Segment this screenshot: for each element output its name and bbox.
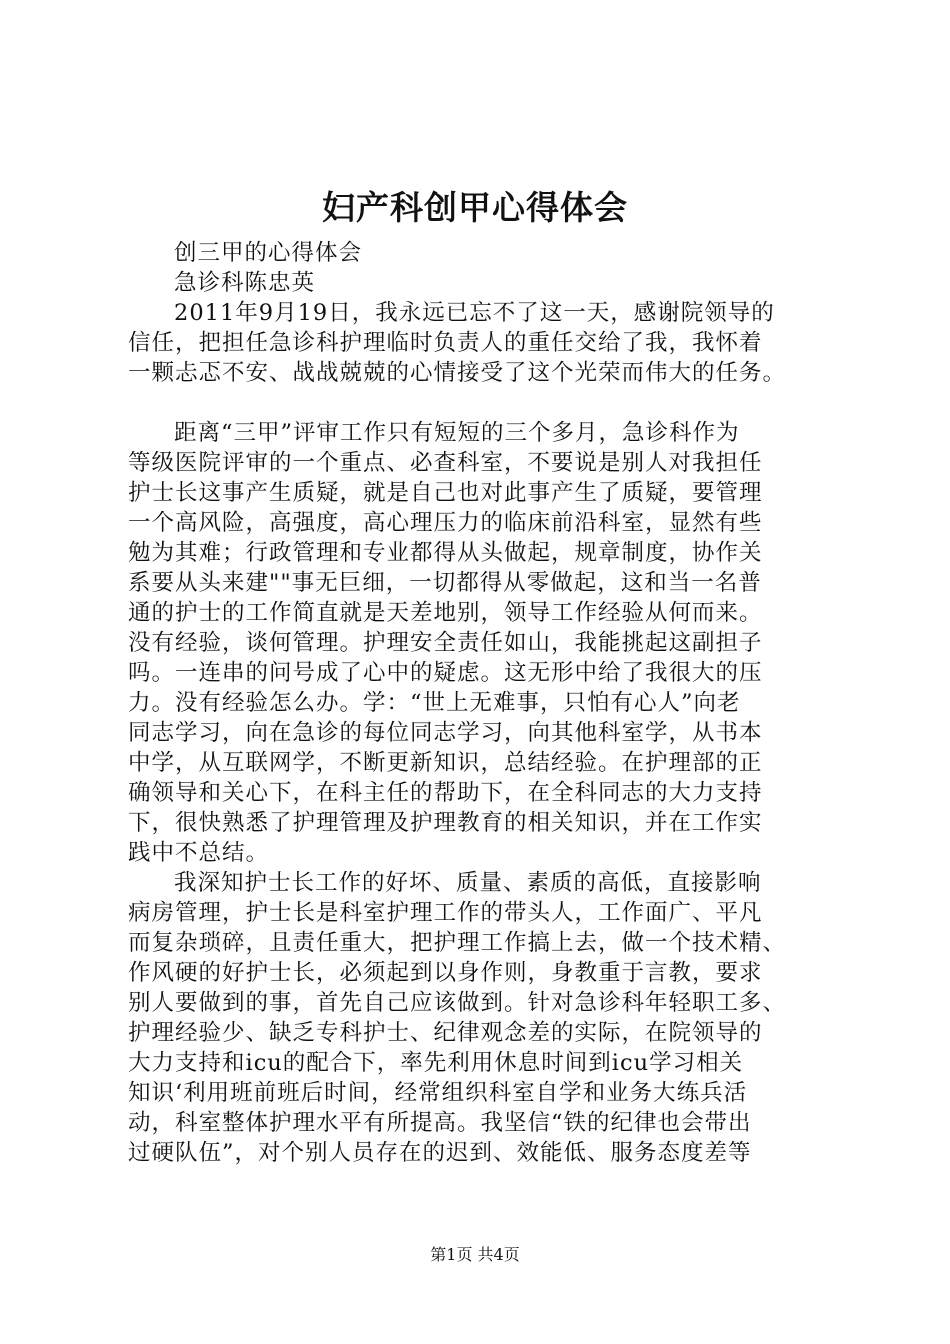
paragraph-line: 距离“三甲”评审工作只有短短的三个多月，急诊科作为 bbox=[174, 420, 740, 446]
paragraph-line: 护士长这事产生质疑，就是自己也对此事产生了质疑，要管理 bbox=[128, 480, 763, 506]
paragraph-line: 力。没有经验怎么办。学：“世上无难事，只怕有心人”向老 bbox=[128, 690, 741, 716]
paragraph-line: 下，很快熟悉了护理管理及护理教育的相关知识，并在工作实 bbox=[128, 810, 763, 836]
paragraph-line: 勉为其难；行政管理和专业都得从头做起，规章制度，协作关 bbox=[128, 540, 763, 566]
paragraph-line: 2011年9月19日，我永远已忘不了这一天，感谢院领导的 bbox=[174, 300, 775, 326]
paragraph-line: 吗。一连串的问号成了心中的疑虑。这无形中给了我很大的压 bbox=[128, 660, 763, 686]
paragraph-line: 动，科室整体护理水平有所提高。我坚信“铁的纪律也会带出 bbox=[128, 1110, 752, 1136]
paragraph-line: 别人要做到的事，首先自己应该做到。针对急诊科年轻职工多、 bbox=[128, 990, 787, 1016]
paragraph-line: 系要从头来建""事无巨细，一切都得从零做起，这和当一名普 bbox=[128, 570, 762, 596]
paragraph-line: 一个高风险，高强度，高心理压力的临床前沿科室，显然有些 bbox=[128, 510, 763, 536]
paragraph-line: 等级医院评审的一个重点、必查科室，不要说是别人对我担任 bbox=[128, 450, 763, 476]
paragraph-line: 我深知护士长工作的好坏、质量、素质的高低，直接影响 bbox=[174, 870, 762, 896]
paragraph-line: 大力支持和icu的配合下，率先利用休息时间到icu学习相关 bbox=[128, 1050, 744, 1076]
paragraph-line: 病房管理，护士长是科室护理工作的带头人，工作面广、平凡 bbox=[128, 900, 763, 926]
paragraph-line: 而复杂琐碎，且责任重大，把护理工作搞上去，做一个技术精、 bbox=[128, 930, 787, 956]
paragraph-line: 中学，从互联网学，不断更新知识，总结经验。在护理部的正 bbox=[128, 750, 763, 776]
paragraph-line: 作风硬的好护士长，必须起到以身作则，身教重于言教，要求 bbox=[128, 960, 763, 986]
paragraph-line: 急诊科陈忠英 bbox=[174, 270, 316, 296]
paragraph-line: 过硬队伍”，对个别人员存在的迟到、效能低、服务态度差等 bbox=[128, 1140, 752, 1166]
paragraph-line: 信任，把担任急诊科护理临时负责人的重任交给了我，我怀着 bbox=[128, 330, 763, 356]
paragraph-line: 同志学习，向在急诊的每位同志学习，向其他科室学，从书本 bbox=[128, 720, 763, 746]
paragraph-line: 创三甲的心得体会 bbox=[174, 240, 363, 266]
paragraph-line: 践中不总结。 bbox=[128, 840, 270, 866]
blank-line bbox=[128, 388, 840, 418]
paragraph-line: 护理经验少、缺乏专科护士、纪律观念差的实际，在院领导的 bbox=[128, 1020, 763, 1046]
paragraph-line: 没有经验，谈何管理。护理安全责任如山，我能挑起这副担子 bbox=[128, 630, 763, 656]
document-body bbox=[128, 238, 840, 1168]
paragraph-line: 知识‘利用班前班后时间，经常组织科室自学和业务大练兵活 bbox=[128, 1080, 748, 1106]
paragraph-line: 一颗忐忑不安、战战兢兢的心情接受了这个光荣而伟大的任务。 bbox=[128, 360, 787, 386]
paragraph-line: 通的护士的工作简直就是天差地别，领导工作经验从何而来。 bbox=[128, 600, 763, 626]
page-footer: 第1页 共4页 bbox=[430, 1245, 520, 1264]
paragraph-line: 确领导和关心下，在科主任的帮助下，在全科同志的大力支持 bbox=[128, 780, 763, 806]
document-title: 妇产科创甲心得体会 bbox=[322, 188, 628, 227]
